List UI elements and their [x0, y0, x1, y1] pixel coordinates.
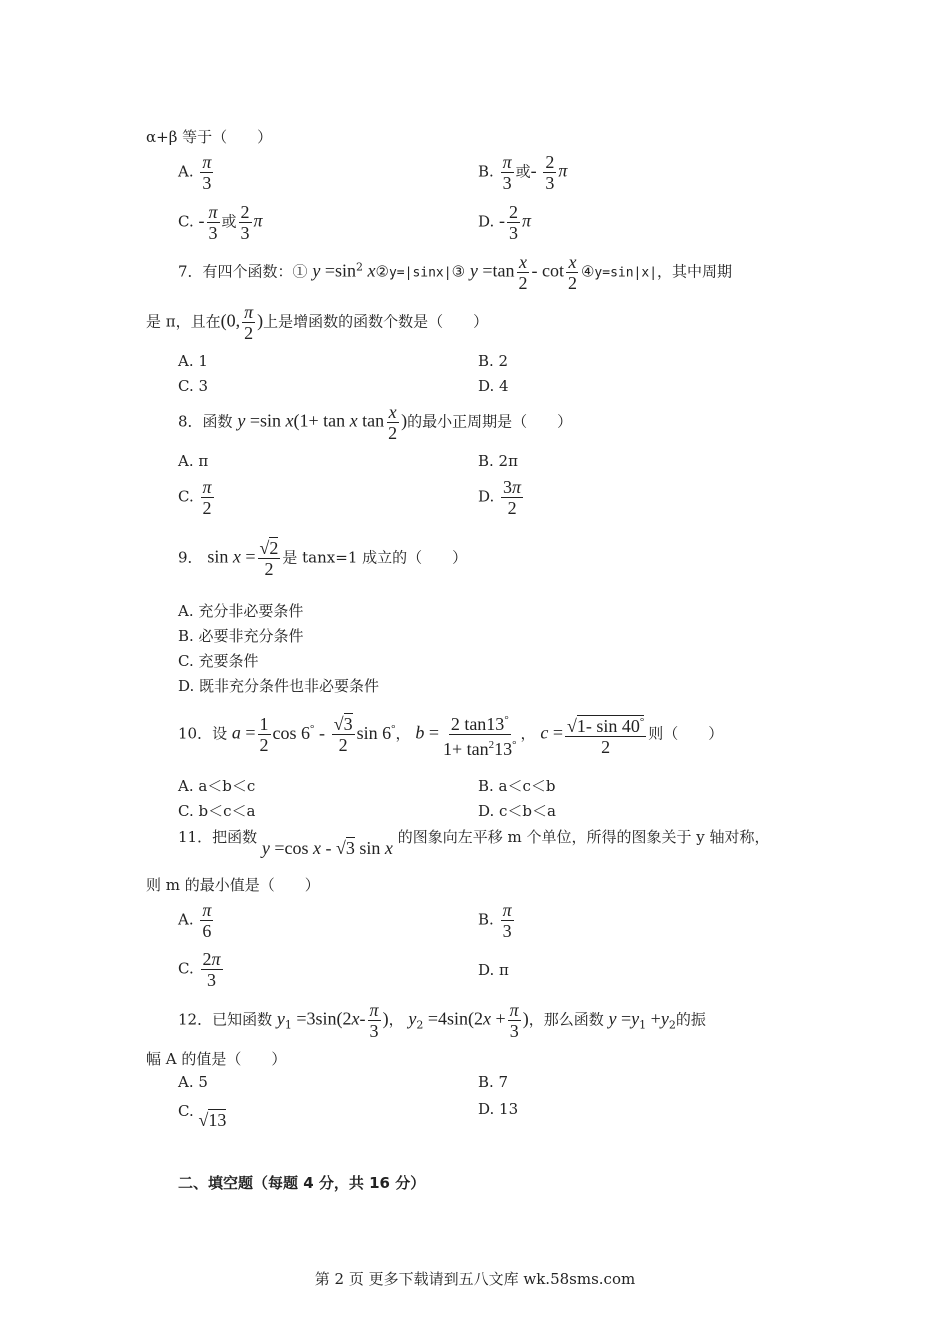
q8-stem: 8．函数 y =sin x(1+ tan x tan $\frac{x}{2}$ )的最小正周期是（ ） [178, 402, 573, 443]
q8-option-c: C. $\frac{\pi}{2}$ [178, 477, 212, 518]
q11-option-d: D. π [478, 961, 509, 979]
option-label: B. [478, 910, 494, 929]
option-label: D. [478, 212, 495, 231]
circle-2: ② [375, 262, 389, 281]
option-label: C. [178, 1102, 194, 1120]
q11-option-c: C. $\frac{2\pi}{3}$ [178, 949, 221, 990]
q12-option-a: A. 5 [178, 1073, 208, 1091]
option-label: A. [178, 162, 194, 181]
q7-option-c: C. 3 [178, 377, 209, 395]
q6-option-a: A. $\frac{\pi}{3}$ [178, 152, 212, 193]
circle-4: ④ [580, 262, 595, 281]
q12-tail: 的振 [675, 1010, 706, 1029]
q7-text: 上是增函数的函数个数是（ ） [263, 312, 489, 331]
q7-option-a: A. 1 [178, 352, 208, 370]
q6-option-d: D. - $\frac{2}{3}$ π [478, 202, 532, 243]
q10-option-a: A. a＜b＜c [178, 777, 256, 795]
or-text: 或 [515, 162, 531, 181]
q9-option-b: B. 必要非充分条件 [178, 627, 304, 645]
q12-option-c: C. √13 [178, 1102, 227, 1130]
q11-tail: 的图象向左平移 m 个单位，所得的图象关于 y 轴对称， [397, 828, 770, 846]
option-label: C. [178, 959, 194, 978]
q9-tail: 是 tanx=1 成立的（ ） [282, 548, 468, 567]
q10-option-c: C. b＜c＜a [178, 802, 256, 820]
q6-stem: α+β 等于（ ） [146, 128, 273, 146]
q9-option-c: C. 充要条件 [178, 652, 259, 670]
option-label: D. [478, 487, 495, 506]
q12-option-b: B. 7 [478, 1073, 509, 1091]
q7-text: 是 π，且在 [146, 312, 221, 331]
q11-option-b: B. $\frac{\pi}{3}$ [478, 900, 512, 941]
func-2: y=|sinx| [388, 265, 452, 281]
question-number: 11．把函数 [178, 828, 258, 846]
q8-option-b: B. 2π [478, 452, 518, 470]
q9-option-d: D. 既非充分条件也非必要条件 [178, 677, 380, 695]
option-label: B. [478, 162, 494, 181]
q11-stem: 11．把函数 y =cos x - √3 sin x 的图象向左平移 m 个单位，所得的图象关于 y 轴对称， [178, 828, 770, 858]
q11-option-a: A. $\frac{\pi}{6}$ [178, 900, 212, 941]
q12-option-d: D. 13 [478, 1100, 519, 1118]
question-number: 8．函数 [178, 412, 233, 431]
q12-mid: ，那么函数 [528, 1010, 604, 1029]
q11-stem-line2: 则 m 的最小值是（ ） [146, 876, 320, 894]
page-footer: 第 2 页 更多下载请到五八文库 wk.58sms.com [314, 1270, 636, 1288]
section-heading: 二、填空题（每题 4 分，共 16 分） [178, 1174, 426, 1192]
separator: ， [520, 724, 536, 743]
q8-tail: 的最小正周期是（ ） [407, 412, 573, 431]
circle-1: ① [292, 262, 308, 281]
separator: ， [388, 1010, 404, 1029]
q8-option-d: D. $\frac{3\pi}{2}$ [478, 477, 522, 518]
q7-stem: 7．有四个函数：① $y =\sin^2$ x②y=|sinx|③ y =tan $\frac{x}{2}$ - cot $\frac{x}{2}$ ④y=sin|x|，其中周期 [178, 252, 733, 293]
question-number: 12．已知函数 [178, 1010, 273, 1029]
q9-option-a: A. 充分非必要条件 [178, 602, 304, 620]
q7-option-d: D. 4 [478, 377, 509, 395]
q10-option-b: B. a＜c＜b [478, 777, 556, 795]
q7-option-b: B. 2 [478, 352, 509, 370]
q9-stem: 9． sin x = $\frac{√2}{2}$ 是 tanx=1 成立的（ ） [178, 538, 468, 579]
option-label: A. [178, 910, 194, 929]
func-4: y=sin|x| [594, 265, 658, 281]
option-label: C. [178, 487, 194, 506]
question-number: 10．设 [178, 724, 228, 743]
q10-tail: 则（ ） [648, 724, 724, 743]
question-number: 9． [178, 548, 203, 567]
separator: ， [395, 724, 411, 743]
q10-stem: 10．设 a = $\frac{1}{2}$ cos 6° - $\frac{√3}{2}$ sin 6°， b = $\frac{2 \tan 13^\circ}{1+ \tan^213^\circ}$ ， c = $\frac{√1- \sin 40^\circ}{2}$ 则（ ） [178, 710, 723, 759]
question-number: 7．有四个函数： [178, 262, 293, 281]
q8-option-a: A. π [178, 452, 209, 470]
q6-option-c: C. - $\frac{\pi}{3}$ 或 $\frac{2}{3}$ π [178, 202, 263, 243]
q6-option-b: B. $\frac{\pi}{3}$ 或- $\frac{2}{3}$ π [478, 152, 568, 193]
or-text: 或 [221, 212, 237, 231]
option-label: C. [178, 212, 194, 231]
q12-stem: 12．已知函数 $y_1 =3\sin(2x-$ $\frac{\pi}{3}$ )， $y_2 =4\sin(2x$ + $\frac{\pi}{3}$ )，那么函数 $y =y_1 +y_2$的振 [178, 1000, 706, 1041]
circle-3: ③ [451, 262, 466, 281]
q7-stem-line2: 是 π，且在(0, $\frac{\pi}{2}$ )上是增函数的函数个数是（ ） [146, 302, 489, 343]
q7-tail: ，其中周期 [657, 262, 733, 281]
q12-stem-line2: 幅 A 的值是（ ） [146, 1050, 287, 1068]
q10-option-d: D. c＜b＜a [478, 802, 556, 820]
